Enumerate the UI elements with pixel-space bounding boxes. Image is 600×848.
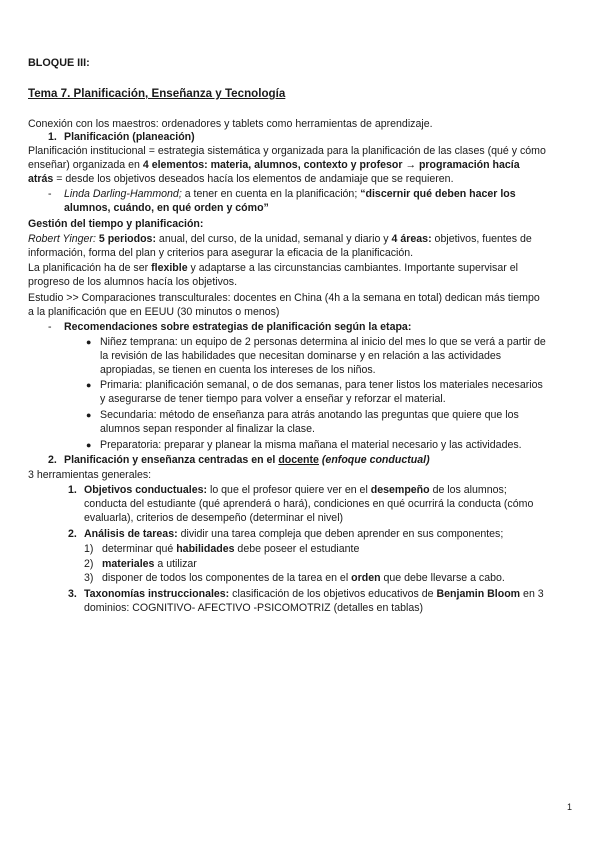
- bold-run: 5 periodos:: [95, 233, 156, 245]
- bold-quote: alumnos, cuándo, en qué orden y cómo”: [64, 202, 269, 214]
- text-run: disponer de todos los componentes de la tarea en el: [102, 572, 352, 584]
- text-run: determinar qué: [102, 543, 177, 555]
- section-2-number: 2.: [48, 454, 57, 466]
- list-item-text: apropiadas, se tienen en cuenta los intereses de los niños.: [100, 364, 376, 376]
- text-run: que debe llevarse a cabo.: [380, 572, 505, 584]
- bold-run: Benjamin Bloom: [436, 588, 521, 600]
- bold-run: materiales: [102, 558, 155, 570]
- item-number: 3.: [68, 588, 77, 600]
- sub-item-number: 2): [84, 558, 94, 570]
- bold-run: Análisis de tareas:: [84, 528, 178, 540]
- list-item-text: Primaria: planificación semanal, o de dos semanas, para tener listos los materiales necesarios: [100, 379, 543, 391]
- text-run: debe poseer el estudiante: [234, 543, 360, 555]
- bold-run: Taxonomías instruccionales:: [84, 588, 230, 600]
- bold-run: Planificación y enseñanza centradas en el: [64, 454, 279, 466]
- section-1-title: Planificación (planeación): [64, 131, 195, 143]
- sub-item-number: 3): [84, 572, 94, 584]
- bold-run: flexible: [151, 262, 188, 274]
- dash-marker: -: [48, 321, 52, 333]
- underlined-run: docente: [278, 454, 319, 466]
- italic-run: (enfoque conductual): [318, 454, 430, 466]
- sub-item-number: 1): [84, 543, 94, 555]
- text-run: evaluarla), criterios de desempeño (determinar el nivel): [84, 512, 344, 524]
- list-item-text: Secundaria: método de enseñanza para atrás anotando las preguntas que quiere que los: [100, 409, 519, 421]
- list-item-text: y asegurarse de tener tiempo para volver a enseñar y reforzar el material.: [100, 393, 446, 405]
- bold-run: atrás: [28, 173, 54, 185]
- list-item-text: Niñez temprana: un equipo de 2 personas determina al inicio del mes lo que se verá a partir de: [100, 336, 546, 348]
- bold-run: 4 áreas:: [391, 233, 432, 245]
- list-item-text: la revisión de las habilidades que necesitan dominarse y en relación a las actividades: [100, 350, 502, 362]
- text-run: objetivos, fuentes de: [431, 233, 532, 245]
- text-run: enseñar) organizada en: [28, 159, 143, 171]
- text-run: en 3: [520, 588, 544, 600]
- topic-title: Tema 7. Planificación, Enseñanza y Tecnología: [28, 87, 286, 100]
- text-run: clasificación de los objetivos educativos de: [229, 588, 437, 600]
- text-run: de los alumnos;: [429, 484, 507, 496]
- list-item-text: alumnos sepan responder al finalizar la clase.: [100, 423, 315, 435]
- bold-run: desempeño: [370, 484, 430, 496]
- paragraph-line: Estudio >> Comparaciones transculturales: docentes en China (4h a la semana en total) dedican más tiempo: [28, 292, 540, 304]
- bold-quote: “discernir qué deben hacer los: [360, 188, 516, 200]
- text-run: La planificación ha de ser: [28, 262, 152, 274]
- bold-run: habilidades: [176, 543, 235, 555]
- text-run: y adaptarse a las circunstancias cambiantes. Importante supervisar el: [187, 262, 518, 274]
- dash-marker: -: [48, 188, 52, 200]
- list-item-text: Preparatoria: preparar y planear la misma mañana el material necesario y las actividades.: [100, 439, 522, 451]
- text-run: anual, del curso, de la unidad, semanal y diario y: [155, 233, 392, 245]
- bullet-marker: ●: [86, 410, 92, 420]
- text-run: dividir una tarea compleja que deben aprender en sus componentes;: [177, 528, 504, 540]
- paragraph-line: Planificación institucional = estrategia sistemática y organizada para la planificación de las clases (qué y cómo: [28, 145, 546, 157]
- paragraph-line: a la planificación que en EEUU (30 minutos o menos): [28, 306, 280, 318]
- bullet-marker: ●: [86, 380, 92, 390]
- paragraph-line: [28, 262, 572, 275]
- paragraph-line: [28, 159, 572, 172]
- paragraph-line: [28, 233, 572, 246]
- paragraph-line: información, forma del plan y criterios para asegurar la eficacia de la planificación.: [28, 247, 414, 259]
- page-number: 1: [566, 802, 572, 812]
- section-1-number: 1.: [48, 131, 57, 143]
- paragraph-line: 3 herramientas generales:: [28, 469, 152, 481]
- subheading: Gestión del tiempo y planificación:: [28, 218, 204, 230]
- bold-run: Objetivos conductuales:: [84, 484, 208, 496]
- item-number: 2.: [68, 528, 77, 540]
- bullet-marker: ●: [86, 440, 92, 450]
- paragraph-line: progreso de los alumnos hacía los objetivos.: [28, 276, 238, 288]
- bold-run: 4 elementos: materia, alumnos, contexto y profesor → programación hacía: [142, 159, 520, 171]
- block-heading: BLOQUE III:: [28, 57, 90, 69]
- text-run: a utilizar: [154, 558, 197, 570]
- section-2-title: [64, 454, 430, 467]
- text-run: lo que el profesor quiere ver en el: [207, 484, 371, 496]
- text-run: dominios: COGNITIVO- AFECTIVO -PSICOMOTRIZ (detalles en tablas): [84, 602, 424, 614]
- bold-run: orden: [351, 572, 381, 584]
- bullet-marker: ●: [86, 337, 92, 347]
- text-run: a tener en cuenta en la planificación;: [181, 188, 361, 200]
- author-name: Robert Yinger:: [28, 233, 96, 245]
- paragraph-line: [28, 173, 572, 186]
- text-run: conducta del estudiante (qué aprenderá o hará), condiciones en qué ocurrirá la conducta (cómo: [84, 498, 534, 510]
- text-run: = desde los objetivos deseados hacía los elementos de andamiaje que se requieren.: [53, 173, 454, 185]
- item-number: 1.: [68, 484, 77, 496]
- recommendations-title: Recomendaciones sobre estrategias de planificación según la etapa:: [64, 321, 412, 333]
- intro-line: Conexión con los maestros: ordenadores y tablets como herramientas de aprendizaje.: [28, 118, 433, 130]
- author-name: Linda Darling-Hammond;: [64, 188, 182, 200]
